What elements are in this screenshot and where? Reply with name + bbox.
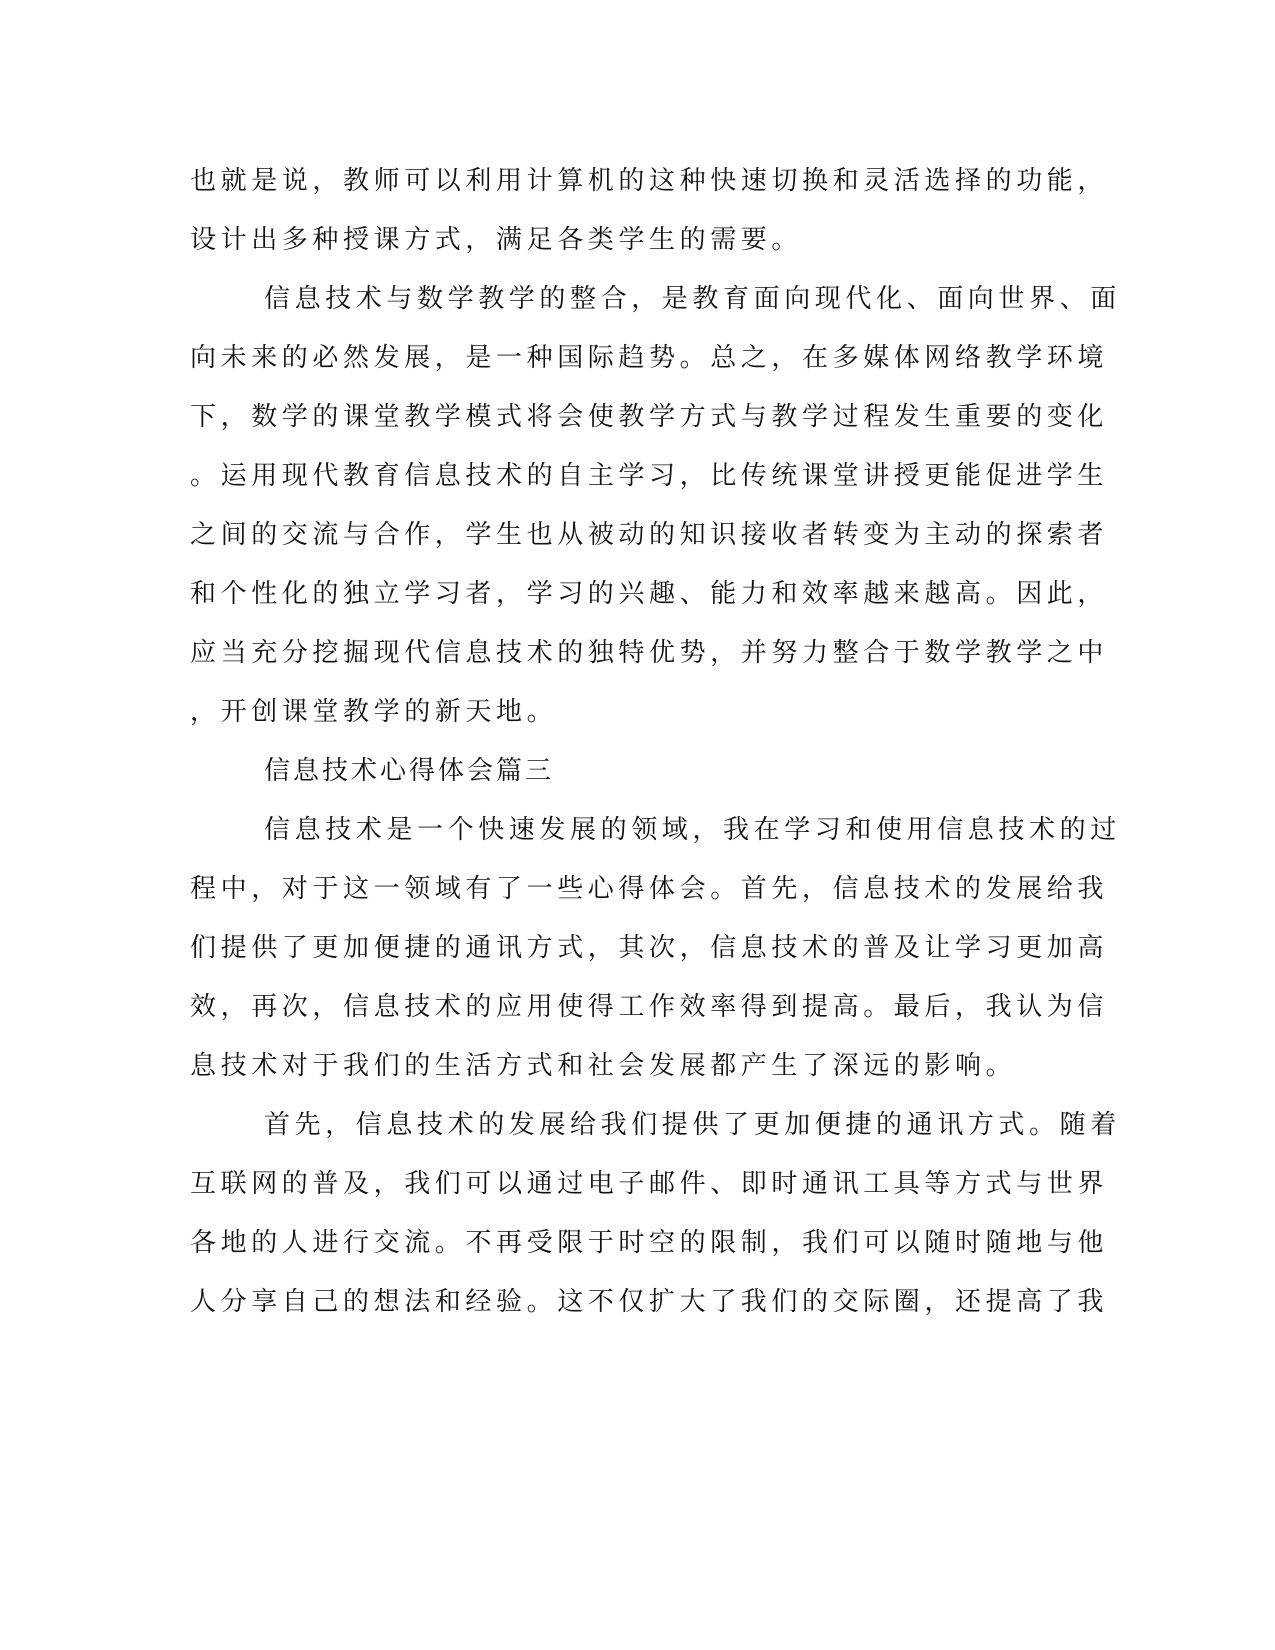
text-line: 。运用现代教育信息技术的自主学习，比传统课堂讲授更能促进学生 — [190, 461, 1109, 491]
text-line: 程中，对于这一领域有了一些心得体会。首先，信息技术的发展给我 — [190, 874, 1109, 904]
text-line: 效，再次，信息技术的应用使得工作效率得到提高。最后，我认为信 — [190, 992, 1109, 1022]
text-line: 们提供了更加便捷的通讯方式，其次，信息技术的普及让学习更加高 — [190, 933, 1109, 963]
text-line: 之间的交流与合作，学生也从被动的知识接收者转变为主动的探索者 — [190, 520, 1109, 550]
text-line: 各地的人进行交流。不再受限于时空的限制，我们可以随时随地与他 — [190, 1228, 1109, 1258]
paragraph-first-line: 信息技术是一个快速发展的领域，我在学习和使用信息技术的过 — [264, 815, 1121, 845]
text-line: 下，数学的课堂教学模式将会使教学方式与教学过程发生重要的变化 — [190, 402, 1109, 432]
section-heading: 信息技术心得体会篇三 — [264, 756, 555, 786]
text-line: 息技术对于我们的生活方式和社会发展都产生了深远的影响。 — [190, 1051, 1017, 1081]
text-line: 设计出多种授课方式，满足各类学生的需要。 — [190, 225, 803, 255]
text-line: 也就是说，教师可以利用计算机的这种快速切换和灵活选择的功能， — [190, 166, 1109, 196]
text-line: 和个性化的独立学习者，学习的兴趣、能力和效率越来越高。因此， — [190, 579, 1109, 609]
text-line: 人分享自己的想法和经验。这不仅扩大了我们的交际圈，还提高了我 — [190, 1287, 1109, 1317]
text-line: ，开创课堂教学的新天地。 — [190, 697, 558, 727]
text-line: 互联网的普及，我们可以通过电子邮件、即时通讯工具等方式与世界 — [190, 1169, 1109, 1199]
text-line: 应当充分挖掘现代信息技术的独特优势，并努力整合于数学教学之中 — [190, 638, 1109, 668]
paragraph-first-line: 信息技术与数学教学的整合，是教育面向现代化、面向世界、面 — [264, 284, 1121, 314]
paragraph-first-line: 首先，信息技术的发展给我们提供了更加便捷的通讯方式。随着 — [264, 1110, 1121, 1140]
text-line: 向未来的必然发展，是一种国际趋势。总之，在多媒体网络教学环境 — [190, 343, 1109, 373]
